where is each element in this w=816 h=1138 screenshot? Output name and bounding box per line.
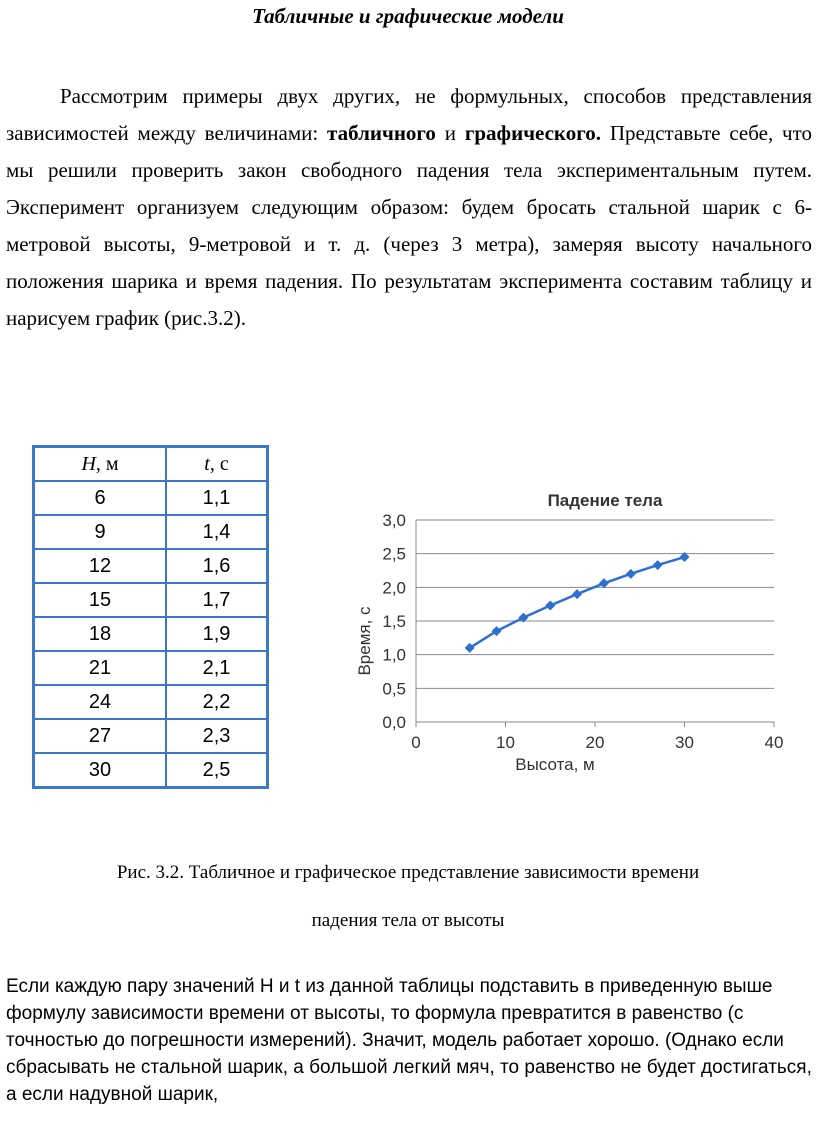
intro-and: и xyxy=(435,121,465,145)
table-row xyxy=(34,685,268,719)
y-tick-label: 1,5 xyxy=(382,612,406,631)
figure-caption xyxy=(0,849,816,945)
height-cell: 6 xyxy=(34,481,167,515)
table-row xyxy=(34,753,268,788)
x-tick-label: 40 xyxy=(764,733,784,752)
caption-line-2: падения тела от высоты xyxy=(311,910,505,931)
data-point xyxy=(599,578,609,588)
time-cell: 1,1 xyxy=(166,481,267,515)
table-row xyxy=(34,515,268,549)
height-cell: 30 xyxy=(34,753,167,788)
x-tick-label: 10 xyxy=(496,733,515,752)
time-cell: 1,9 xyxy=(166,617,267,651)
intro-text-1: Рассмотрим примеры двух других, не формульных, способов представления зависимостей между величинами: xyxy=(6,84,812,145)
table-row xyxy=(34,651,268,685)
x-tick-label: 20 xyxy=(585,733,605,752)
header-height: H, м xyxy=(34,447,167,482)
body-paragraph: Если каждую пару значений H и t из данной таблицы подставить в приведенную выше формулу зависимости времени от высоты, то формула превратится в равенство (с точностью до погрешности измерений). Значит, модель работает хорошо. (Однако если сбрасывать не стальной шарик, а большой легкий мяч, то равенство не будет достигаться, а если надувной шарик, xyxy=(6,976,812,1105)
table-row xyxy=(34,583,268,617)
data-point xyxy=(572,589,582,599)
data-table xyxy=(32,445,269,789)
page-title: Табличные и графические модели xyxy=(252,4,564,28)
time-cell: 2,3 xyxy=(166,719,267,753)
time-cell: 1,4 xyxy=(166,515,267,549)
y-tick-label: 0,0 xyxy=(382,713,406,732)
table-row xyxy=(34,617,268,651)
height-cell: 9 xyxy=(34,515,167,549)
x-axis-label: Высота, м xyxy=(515,755,595,774)
height-cell: 15 xyxy=(34,583,167,617)
time-cell: 2,1 xyxy=(166,651,267,685)
y-tick-label: 2,5 xyxy=(382,544,406,564)
y-tick-label: 2,0 xyxy=(382,578,406,598)
fall-chart xyxy=(340,478,800,788)
time-cell: 2,5 xyxy=(166,753,267,788)
series-line xyxy=(470,557,685,648)
height-cell: 24 xyxy=(34,685,167,719)
y-tick-label: 1,0 xyxy=(382,645,406,665)
intro-paragraph xyxy=(6,78,812,337)
table-header-row xyxy=(34,447,268,482)
time-cell: 2,2 xyxy=(166,685,267,719)
y-axis-label: Время, с xyxy=(355,606,374,676)
time-cell: 1,6 xyxy=(166,549,267,583)
term-tabular: табличного xyxy=(327,121,436,145)
term-graphical: графического. xyxy=(464,121,602,145)
intro-text-2: Представьте себе, что мы решили проверить закон свободного падения тела экспериментальным путем. Эксперимент организуем следующим образом: будем бросать стальной шарик с 6-метровой высоты, 9-метровой и т. д. (через 3 метра), замеряя высоту начального положения шарика и время падения. По результатам эксперимента составим таблицу и нарисуем график (рис.3.2). xyxy=(6,121,812,330)
chart-title: Падение тела xyxy=(547,491,663,510)
table-row xyxy=(34,481,268,515)
caption-line-1: Рис. 3.2. Табличное и графическое представление зависимости времени xyxy=(116,862,700,883)
time-cell: 1,7 xyxy=(166,583,267,617)
table-row xyxy=(34,719,268,753)
height-cell: 18 xyxy=(34,617,167,651)
x-tick-label: 30 xyxy=(675,733,694,752)
height-cell: 21 xyxy=(34,651,167,685)
data-point xyxy=(653,560,663,570)
y-tick-label: 3,0 xyxy=(382,511,406,530)
header-time: t, с xyxy=(166,447,267,482)
height-cell: 27 xyxy=(34,719,167,753)
data-point xyxy=(626,569,636,579)
y-tick-label: 0,5 xyxy=(382,679,406,699)
height-cell: 12 xyxy=(34,549,167,583)
table-row xyxy=(34,549,268,583)
data-point xyxy=(545,601,555,611)
x-tick-label: 0 xyxy=(411,733,421,752)
